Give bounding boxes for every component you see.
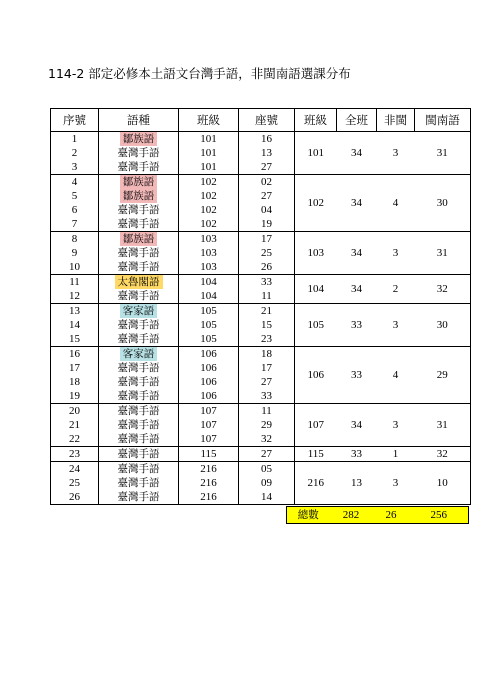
summary-minnan: 29 <box>415 347 471 404</box>
summary-all: 33 <box>337 447 377 462</box>
enrollment-table <box>50 108 471 505</box>
language-cell <box>99 160 179 175</box>
class-cell: 101 <box>179 146 239 160</box>
language-cell <box>99 361 179 375</box>
total-minnan: 256 <box>410 507 468 524</box>
summary-class: 115 <box>295 447 337 462</box>
language-cell <box>99 189 179 203</box>
header-summary-all: 全班 <box>337 109 377 132</box>
summary-non-minnan: 3 <box>377 462 415 505</box>
enrollment-table-wrapper <box>50 108 471 524</box>
class-cell: 216 <box>179 476 239 490</box>
language-cell <box>99 203 179 217</box>
summary-all: 13 <box>337 462 377 505</box>
seq-cell: 12 <box>51 289 99 304</box>
summary-minnan: 31 <box>415 132 471 175</box>
seat-cell: 15 <box>239 318 295 332</box>
language-cell <box>99 318 179 332</box>
summary-non-minnan: 4 <box>377 175 415 232</box>
language-cell <box>99 289 179 304</box>
language-cell <box>99 132 179 147</box>
seat-cell: 27 <box>239 160 295 175</box>
seat-cell: 02 <box>239 175 295 190</box>
table-row <box>51 232 471 247</box>
seat-cell: 16 <box>239 132 295 147</box>
seat-cell: 21 <box>239 304 295 319</box>
table-row <box>51 175 471 190</box>
class-cell: 106 <box>179 347 239 362</box>
language-label: 臺灣手語 <box>117 247 160 259</box>
summary-all: 34 <box>337 175 377 232</box>
summary-non-minnan: 3 <box>377 132 415 175</box>
seq-cell: 23 <box>51 447 99 462</box>
summary-non-minnan: 2 <box>377 275 415 304</box>
table-row <box>51 275 471 290</box>
summary-minnan: 32 <box>415 275 471 304</box>
language-label: 臺灣手語 <box>117 362 160 374</box>
class-cell: 106 <box>179 361 239 375</box>
language-cell <box>99 347 179 362</box>
summary-all: 34 <box>337 132 377 175</box>
class-cell: 107 <box>179 418 239 432</box>
summary-minnan: 30 <box>415 175 471 232</box>
class-cell: 106 <box>179 375 239 389</box>
seq-cell: 6 <box>71 204 78 216</box>
language-cell <box>99 462 179 477</box>
table-row <box>51 462 471 477</box>
class-cell: 104 <box>179 289 239 304</box>
class-cell: 102 <box>179 203 239 217</box>
summary-all: 34 <box>337 404 377 447</box>
seq-cell: 16 <box>69 348 80 360</box>
language-label: 鄒族語 <box>120 132 158 146</box>
class-cell: 106 <box>179 389 239 404</box>
seq-cell: 15 <box>51 332 99 347</box>
seq-cell: 7 <box>51 217 99 232</box>
seq-cell: 13 <box>69 305 80 317</box>
class-cell: 105 <box>179 332 239 347</box>
table-row <box>51 347 471 362</box>
summary-class: 216 <box>295 462 337 505</box>
language-label: 臺灣手語 <box>117 319 160 331</box>
total-non-minnan: 26 <box>372 507 410 524</box>
header-seq: 序號 <box>51 109 99 132</box>
total-table <box>50 506 469 524</box>
table-row <box>51 404 471 419</box>
class-cell: 105 <box>179 318 239 332</box>
language-label: 臺灣手語 <box>117 405 160 417</box>
summary-non-minnan: 3 <box>377 304 415 347</box>
language-label: 臺灣手語 <box>117 448 160 460</box>
seq-cell: 19 <box>51 389 99 404</box>
seq-cell: 8 <box>71 233 78 245</box>
summary-non-minnan: 3 <box>377 232 415 275</box>
language-cell <box>99 232 179 247</box>
seq-cell: 14 <box>69 319 80 331</box>
class-cell: 104 <box>179 275 239 290</box>
language-cell <box>99 476 179 490</box>
language-label: 臺灣手語 <box>117 477 160 489</box>
language-label: 臺灣手語 <box>117 390 160 402</box>
seat-cell: 23 <box>239 332 295 347</box>
class-cell: 101 <box>179 160 239 175</box>
seat-cell: 32 <box>239 432 295 447</box>
header-lang: 語種 <box>99 109 179 132</box>
seq-cell: 3 <box>51 160 99 175</box>
seq-cell: 21 <box>69 419 80 431</box>
summary-minnan: 30 <box>415 304 471 347</box>
seq-cell: 5 <box>71 190 78 202</box>
seq-cell: 10 <box>51 260 99 275</box>
seq-cell: 25 <box>69 477 80 489</box>
language-label: 臺灣手語 <box>117 491 160 503</box>
class-cell: 103 <box>179 246 239 260</box>
class-cell: 216 <box>179 490 239 505</box>
header-seat: 座號 <box>239 109 295 132</box>
table-header-row <box>51 109 471 132</box>
seat-cell: 19 <box>239 217 295 232</box>
header-summary-minnan: 閩南語 <box>415 109 471 132</box>
seat-cell: 17 <box>239 232 295 247</box>
seq-cell: 4 <box>71 176 78 188</box>
table-row <box>51 447 471 462</box>
language-label: 臺灣手語 <box>117 261 160 273</box>
language-cell <box>99 418 179 432</box>
language-cell <box>99 375 179 389</box>
language-label: 太魯閣語 <box>115 275 163 289</box>
class-cell: 103 <box>179 260 239 275</box>
class-cell: 105 <box>179 304 239 319</box>
language-cell <box>99 404 179 419</box>
summary-class: 101 <box>295 132 337 175</box>
language-cell <box>99 175 179 190</box>
language-cell <box>99 260 179 275</box>
language-label: 臺灣手語 <box>117 204 160 216</box>
language-cell <box>99 490 179 505</box>
summary-all: 34 <box>337 275 377 304</box>
seat-cell: 29 <box>239 418 295 432</box>
summary-all: 34 <box>337 232 377 275</box>
seq-cell: 11 <box>69 276 80 288</box>
language-label: 臺灣手語 <box>117 376 160 388</box>
language-cell <box>99 332 179 347</box>
class-cell: 102 <box>179 217 239 232</box>
seat-cell: 14 <box>239 490 295 505</box>
summary-minnan: 10 <box>415 462 471 505</box>
seat-cell: 27 <box>239 447 295 462</box>
language-label: 臺灣手語 <box>117 161 160 173</box>
summary-class: 107 <box>295 404 337 447</box>
language-cell <box>99 275 179 290</box>
seat-cell: 04 <box>239 203 295 217</box>
language-cell <box>99 389 179 404</box>
table-row <box>51 304 471 319</box>
language-label: 臺灣手語 <box>117 147 160 159</box>
class-cell: 102 <box>179 175 239 190</box>
summary-class: 102 <box>295 175 337 232</box>
summary-class: 105 <box>295 304 337 347</box>
table-body <box>51 132 471 505</box>
total-label: 總數 <box>286 507 330 524</box>
seat-cell: 11 <box>239 289 295 304</box>
language-label: 鄒族語 <box>120 189 158 203</box>
language-label: 鄒族語 <box>120 175 158 189</box>
summary-minnan: 32 <box>415 447 471 462</box>
seq-cell: 26 <box>51 490 99 505</box>
seat-cell: 27 <box>239 189 295 203</box>
seq-cell: 9 <box>71 247 78 259</box>
total-all: 282 <box>330 507 372 524</box>
summary-all: 33 <box>337 304 377 347</box>
header-summary-non-minnan: 非閩 <box>377 109 415 132</box>
seat-cell: 26 <box>239 260 295 275</box>
language-label: 客家語 <box>120 347 158 361</box>
language-label: 鄒族語 <box>120 232 158 246</box>
seat-cell: 33 <box>239 389 295 404</box>
class-cell: 101 <box>179 132 239 147</box>
class-cell: 216 <box>179 462 239 477</box>
page-title: 114-2 部定必修本土語文台灣手語，非閩南語選課分布 <box>48 66 351 81</box>
seat-cell: 05 <box>239 462 295 477</box>
class-cell: 102 <box>179 189 239 203</box>
language-label: 臺灣手語 <box>117 333 160 345</box>
language-cell <box>99 447 179 462</box>
summary-minnan: 31 <box>415 404 471 447</box>
language-label: 臺灣手語 <box>117 463 160 475</box>
seq-cell: 17 <box>69 362 80 374</box>
summary-all: 33 <box>337 347 377 404</box>
class-cell: 107 <box>179 432 239 447</box>
summary-non-minnan: 4 <box>377 347 415 404</box>
language-cell <box>99 432 179 447</box>
header-class: 班級 <box>179 109 239 132</box>
language-label: 客家語 <box>120 304 158 318</box>
seat-cell: 11 <box>239 404 295 419</box>
class-cell: 103 <box>179 232 239 247</box>
seat-cell: 25 <box>239 246 295 260</box>
class-cell: 107 <box>179 404 239 419</box>
class-cell: 115 <box>179 447 239 462</box>
seat-cell: 33 <box>239 275 295 290</box>
seq-cell: 22 <box>51 432 99 447</box>
table-row <box>51 132 471 147</box>
total-row <box>50 507 468 524</box>
seq-cell: 20 <box>69 405 80 417</box>
summary-class: 103 <box>295 232 337 275</box>
seq-cell: 24 <box>69 463 80 475</box>
language-label: 臺灣手語 <box>117 419 160 431</box>
language-cell <box>99 217 179 232</box>
seat-cell: 17 <box>239 361 295 375</box>
language-label: 臺灣手語 <box>117 218 160 230</box>
summary-class: 104 <box>295 275 337 304</box>
language-cell <box>99 304 179 319</box>
language-cell <box>99 146 179 160</box>
seat-cell: 18 <box>239 347 295 362</box>
summary-non-minnan: 3 <box>377 404 415 447</box>
seq-cell: 18 <box>69 376 80 388</box>
language-label: 臺灣手語 <box>117 433 160 445</box>
summary-class: 106 <box>295 347 337 404</box>
seat-cell: 13 <box>239 146 295 160</box>
seq-cell: 2 <box>71 147 78 159</box>
summary-minnan: 31 <box>415 232 471 275</box>
seat-cell: 27 <box>239 375 295 389</box>
seq-cell: 1 <box>71 133 78 145</box>
summary-non-minnan: 1 <box>377 447 415 462</box>
language-cell <box>99 246 179 260</box>
header-summary-class: 班級 <box>295 109 337 132</box>
seat-cell: 09 <box>239 476 295 490</box>
language-label: 臺灣手語 <box>117 290 160 302</box>
